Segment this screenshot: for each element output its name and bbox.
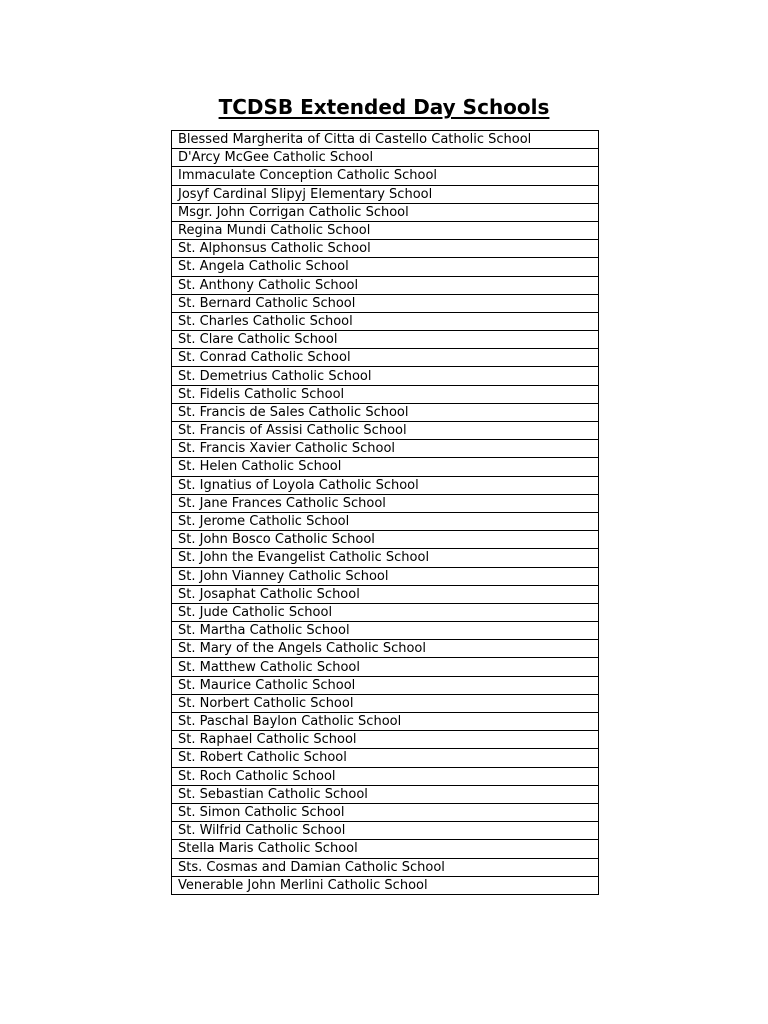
school-name-cell: Immaculate Conception Catholic School — [172, 167, 599, 185]
school-name-cell: St. Bernard Catholic School — [172, 294, 599, 312]
table-row — [172, 458, 599, 476]
table-row — [172, 294, 599, 312]
school-name-cell: St. Charles Catholic School — [172, 312, 599, 330]
table-row — [172, 203, 599, 221]
table-row — [172, 349, 599, 367]
school-name-cell: St. Jane Frances Catholic School — [172, 494, 599, 512]
school-name-cell: St. Francis de Sales Catholic School — [172, 403, 599, 421]
school-name-cell: St. Demetrius Catholic School — [172, 367, 599, 385]
table-row — [172, 694, 599, 712]
school-name-cell: St. Jude Catholic School — [172, 603, 599, 621]
table-row — [172, 167, 599, 185]
table-row — [172, 603, 599, 621]
school-name-cell: Venerable John Merlini Catholic School — [172, 876, 599, 894]
school-name-cell: St. Matthew Catholic School — [172, 658, 599, 676]
school-name-cell: St. Norbert Catholic School — [172, 694, 599, 712]
school-name-cell: St. Fidelis Catholic School — [172, 385, 599, 403]
school-name-cell: St. Robert Catholic School — [172, 749, 599, 767]
school-name-cell: St. Paschal Baylon Catholic School — [172, 713, 599, 731]
table-row — [172, 585, 599, 603]
table-row — [172, 785, 599, 803]
table-row — [172, 131, 599, 149]
school-name-cell: Josyf Cardinal Slipyj Elementary School — [172, 185, 599, 203]
table-row — [172, 822, 599, 840]
table-row — [172, 312, 599, 330]
school-name-cell: St. Maurice Catholic School — [172, 676, 599, 694]
table-row — [172, 440, 599, 458]
school-name-cell: St. Roch Catholic School — [172, 767, 599, 785]
school-name-cell: St. Francis of Assisi Catholic School — [172, 422, 599, 440]
table-row — [172, 676, 599, 694]
school-name-cell: St. John Bosco Catholic School — [172, 531, 599, 549]
table-row — [172, 531, 599, 549]
table-row — [172, 713, 599, 731]
school-name-cell: Sts. Cosmas and Damian Catholic School — [172, 858, 599, 876]
table-row — [172, 876, 599, 894]
school-name-cell: St. John Vianney Catholic School — [172, 567, 599, 585]
table-row — [172, 331, 599, 349]
school-name-cell: St. Simon Catholic School — [172, 803, 599, 821]
school-name-cell: Blessed Margherita of Citta di Castello Catholic School — [172, 131, 599, 149]
school-name-cell: St. Alphonsus Catholic School — [172, 240, 599, 258]
school-name-cell: Stella Maris Catholic School — [172, 840, 599, 858]
table-row — [172, 731, 599, 749]
table-row — [172, 749, 599, 767]
school-name-cell: St. Sebastian Catholic School — [172, 785, 599, 803]
table-row — [172, 221, 599, 239]
table-row — [172, 276, 599, 294]
school-name-cell: St. Conrad Catholic School — [172, 349, 599, 367]
school-name-cell: Regina Mundi Catholic School — [172, 221, 599, 239]
school-name-cell: St. Clare Catholic School — [172, 331, 599, 349]
table-row — [172, 549, 599, 567]
school-name-cell: St. Martha Catholic School — [172, 622, 599, 640]
table-row — [172, 658, 599, 676]
table-row — [172, 567, 599, 585]
table-row — [172, 367, 599, 385]
table-row — [172, 803, 599, 821]
table-row — [172, 640, 599, 658]
table-row — [172, 149, 599, 167]
schools-table-body — [172, 131, 599, 895]
table-row — [172, 240, 599, 258]
table-row — [172, 494, 599, 512]
school-name-cell: St. Raphael Catholic School — [172, 731, 599, 749]
table-row — [172, 258, 599, 276]
school-name-cell: Msgr. John Corrigan Catholic School — [172, 203, 599, 221]
school-name-cell: St. Francis Xavier Catholic School — [172, 440, 599, 458]
table-row — [172, 422, 599, 440]
table-row — [172, 767, 599, 785]
school-name-cell: St. John the Evangelist Catholic School — [172, 549, 599, 567]
school-name-cell: St. Ignatius of Loyola Catholic School — [172, 476, 599, 494]
school-name-cell: St. Wilfrid Catholic School — [172, 822, 599, 840]
school-name-cell: St. Angela Catholic School — [172, 258, 599, 276]
document-title: TCDSB Extended Day Schools — [218, 95, 550, 119]
table-row — [172, 385, 599, 403]
school-name-cell: St. Mary of the Angels Catholic School — [172, 640, 599, 658]
table-row — [172, 858, 599, 876]
school-name-cell: St. Jerome Catholic School — [172, 512, 599, 530]
schools-table — [171, 130, 599, 895]
school-name-cell: St. Helen Catholic School — [172, 458, 599, 476]
table-row — [172, 476, 599, 494]
table-row — [172, 403, 599, 421]
school-name-cell: D'Arcy McGee Catholic School — [172, 149, 599, 167]
table-row — [172, 512, 599, 530]
school-name-cell: St. Josaphat Catholic School — [172, 585, 599, 603]
school-name-cell: St. Anthony Catholic School — [172, 276, 599, 294]
table-row — [172, 622, 599, 640]
table-row — [172, 840, 599, 858]
table-row — [172, 185, 599, 203]
